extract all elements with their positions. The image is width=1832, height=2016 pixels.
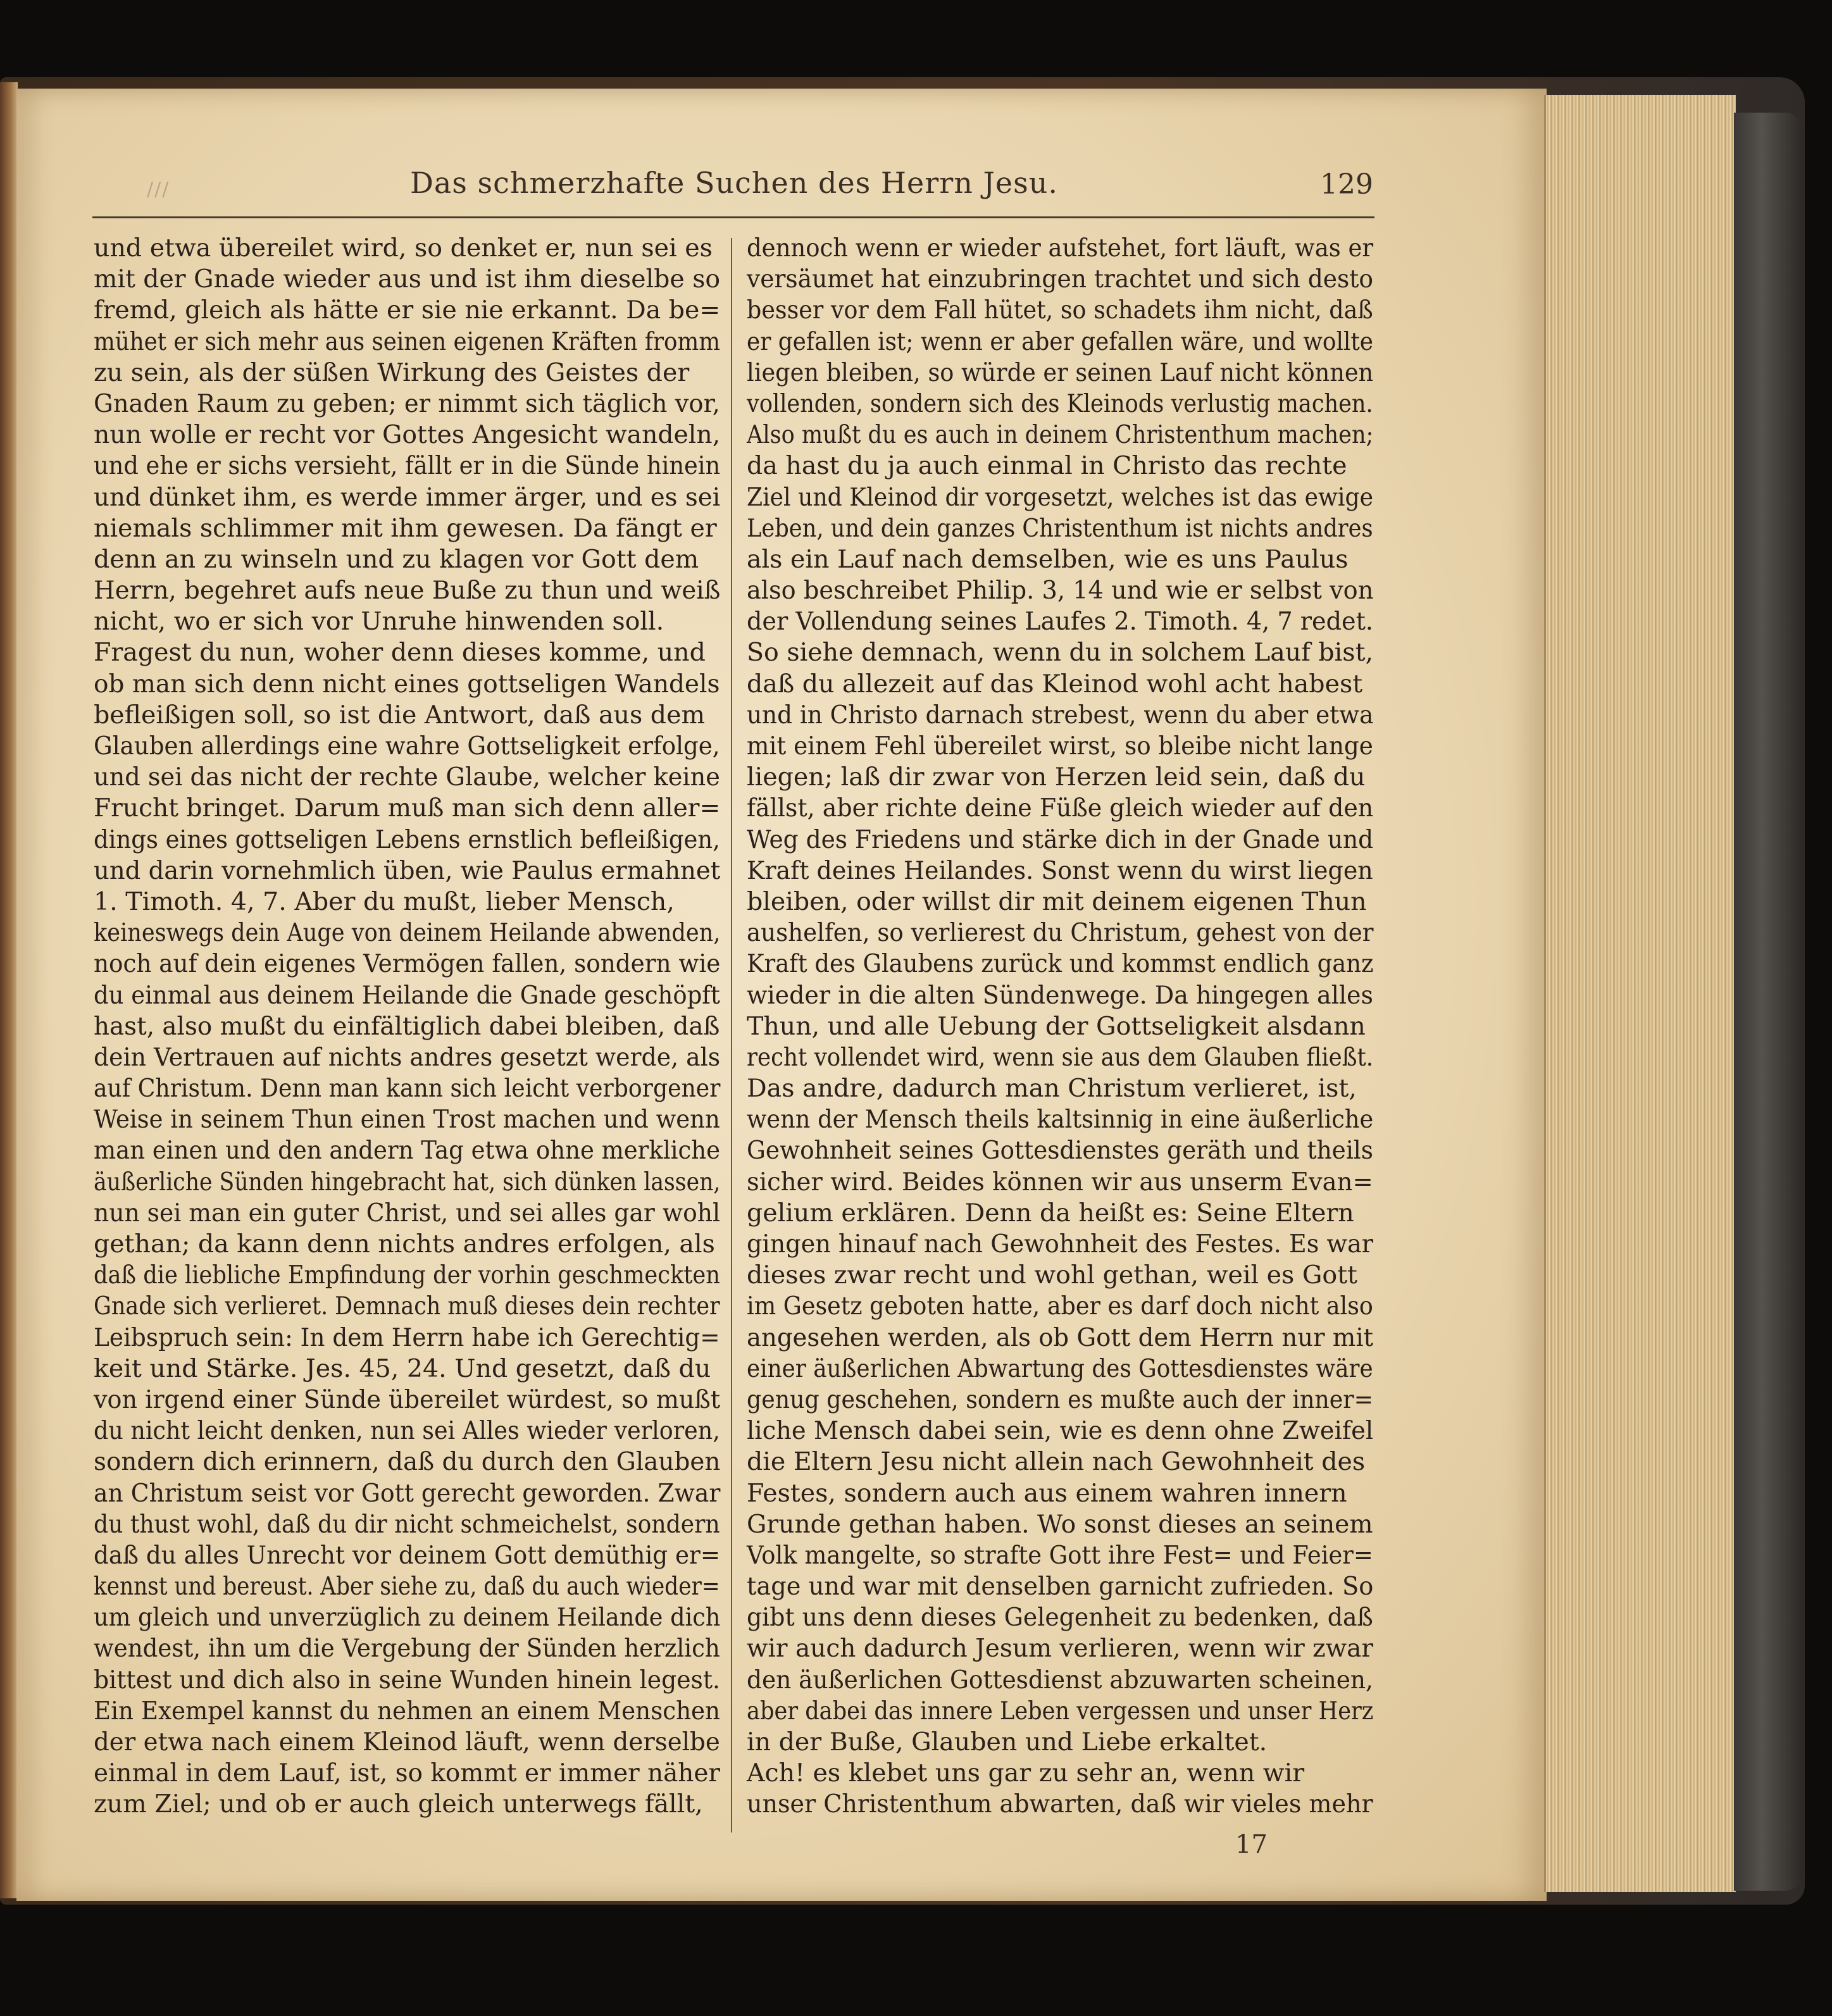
text-line: noch auf dein eigenes Vermögen fallen, sondern wie [94,949,721,979]
text-line: aushelfen, so verlierest du Christum, gehest von der [747,918,1374,948]
text-line: zu sein, als der süßen Wirkung des Geistes der [94,358,690,387]
text-line: und in Christo darnach strebest, wenn du aber etwa [747,700,1374,730]
text-line: gelium erklären. Denn da heißt es: Seine Eltern [747,1198,1354,1228]
text-line: die Eltern Jesu nicht allein nach Gewohnheit des [747,1447,1366,1477]
text-line: genug geschehen, sondern es mußte auch der inner= [747,1384,1373,1414]
text-line: zum Ziel; und ob er auch gleich unterwegs fällt, [94,1789,703,1819]
text-line: er gefallen ist; wenn er aber gefallen wäre, und wollte [747,327,1374,356]
text-line: und darin vornehmlich üben, wie Paulus ermahnet [94,856,721,885]
text-line: daß die liebliche Empfindung der vorhin geschmeckten [94,1260,720,1290]
text-line: also beschreibet Philip. 3, 14 und wie er selbst von [747,576,1374,606]
text-line: Thun, und alle Uebung der Gottseligkeit alsdann [747,1011,1366,1041]
column-divider [731,238,732,1832]
text-line: und etwa übereilet wird, so denket er, nun sei es [94,233,713,263]
text-line: Ach! es klebet uns gar zu sehr an, wenn wir [747,1758,1305,1788]
text-line: Gnade sich verlieret. Demnach muß dieses dein rechter [94,1291,720,1321]
text-line: um gleich und unverzüglich zu deinem Heilande dich [94,1603,721,1633]
text-line: da hast du ja auch einmal in Christo das rechte [747,451,1347,481]
text-line: Kraft des Glaubens zurück und kommst endlich ganz [747,949,1374,979]
text-line: gingen hinauf nach Gewohnheit des Festes. Es war [747,1229,1374,1259]
text-line: Leben, und dein ganzes Christenthum ist nichts andres [747,513,1373,543]
text-line: du einmal aus deinem Heilande die Gnade geschöpft [94,980,720,1010]
text-line: Grunde gethan haben. Wo sonst dieses an seinem [747,1509,1373,1539]
text-line: mit einem Fehl übereilet wirst, so bleibe nicht lange [747,731,1373,761]
text-line: liegen bleiben, so würde er seinen Lauf nicht können [747,358,1374,387]
text-line: und dünket ihm, es werde immer ärger, und es sei [94,482,721,512]
text-line: denn an zu winseln und zu klagen vor Gott dem [94,544,699,574]
text-line: im Gesetz geboten hatte, aber es darf doch nicht also [747,1291,1373,1321]
text-line: keineswegs dein Auge von deinem Heilande abwenden, [94,918,721,948]
text-line: Kraft deines Heilandes. Sonst wenn du wirst liegen [747,856,1373,885]
text-line: Ziel und Kleinod dir vorgesetzt, welches ist das ewige [747,482,1373,512]
text-line: dennoch wenn er wieder aufstehet, fort läuft, was er [747,233,1374,263]
text-line: niemals schlimmer mit ihm gewesen. Da fängt er [94,513,717,543]
text-line: mit der Gnade wieder aus und ist ihm dieselbe so [94,264,721,294]
right-text-column [747,233,1373,1820]
text-line: besser vor dem Fall hütet, so schadets ihm nicht, daß [747,296,1373,325]
text-line: nun sei man ein guter Christ, und sei alles gar wohl [94,1198,721,1228]
text-line: Weg des Friedens und stärke dich in der Gnade und [747,824,1374,854]
text-line: an Christum seist vor Gott gerecht geworden. Zwar [94,1478,721,1508]
text-line: liche Mensch dabei sein, wie es denn ohne Zweifel [747,1416,1374,1446]
text-line: wir auch dadurch Jesum verlieren, wenn wir zwar [747,1634,1374,1664]
text-line: fällst, aber richte deine Füße gleich wieder auf den [747,793,1374,823]
text-line: vollenden, sondern sich des Kleinods verlustig machen. [747,389,1373,418]
text-line: fremd, gleich als hätte er sie nie erkannt. Da be= [94,296,721,325]
page-number: 129 [1320,168,1373,201]
text-line: liegen; laß dir zwar von Herzen leid sein, daß du [747,762,1366,792]
text-line: nun wolle er recht vor Gottes Angesicht wandeln, [94,420,721,450]
text-line: als ein Lauf nach demselben, wie es uns Paulus [747,544,1349,574]
text-line: Glauben allerdings eine wahre Gottseligkeit erfolge, [94,731,720,761]
text-line: Frucht bringet. Darum muß man sich denn aller= [94,793,721,823]
text-line: 1. Timoth. 4, 7. Aber du mußt, lieber Mensch, [94,887,675,916]
text-line: einmal in dem Lauf, ist, so kommt er immer näher [94,1758,720,1788]
text-line: bittest und dich also in seine Wunden hinein legest. [94,1665,721,1695]
text-line: hast, also mußt du einfältiglich dabei bleiben, daß [94,1011,720,1041]
text-line: Fragest du nun, woher denn dieses komme, und [94,638,706,668]
text-line: Volk mangelte, so strafte Gott ihre Fest= und Feier= [747,1540,1373,1570]
text-line: kennst und bereust. Aber siehe zu, daß du auch wieder= [94,1572,720,1602]
text-line: sicher wird. Beides können wir aus unserm Evan= [747,1167,1373,1197]
text-line: daß du allezeit auf das Kleinod wohl acht habest [747,669,1363,699]
text-line: gibt uns denn dieses Gelegenheit zu bedenken, daß [747,1603,1373,1633]
text-line: dieses zwar recht und wohl gethan, weil es Gott [747,1260,1357,1290]
text-line: auf Christum. Denn man kann sich leicht verborgener [94,1074,721,1104]
page-block-edge [1544,95,1736,1892]
text-line: befleißigen soll, so ist die Antwort, daß aus dem [94,700,705,730]
left-page-edge [0,82,18,1898]
text-line: recht vollendet wird, wenn sie aus dem Glauben fließt. [747,1042,1374,1072]
text-line: tage und war mit denselben garnicht zufrieden. So [747,1572,1374,1602]
text-line: du nicht leicht denken, nun sei Alles wieder verloren, [94,1416,720,1446]
text-line: in der Buße, Glauben und Liebe erkaltet. [747,1727,1268,1757]
text-line: nicht, wo er sich vor Unruhe hinwenden soll. [94,607,664,637]
text-line: Ein Exempel kannst du nehmen an einem Menschen [94,1696,721,1726]
text-line: und ehe er sichs versieht, fällt er in die Sünde hinein [94,451,721,481]
text-line: wendest, ihn um die Vergebung der Sünden herzlich [94,1634,720,1664]
text-line: unser Christenthum abwarten, daß wir vieles mehr [747,1789,1373,1819]
header-rule [92,216,1374,218]
text-line: Leibspruch sein: In dem Herrn habe ich Gerechtig= [94,1322,720,1352]
text-line: keit und Stärke. Jes. 45, 24. Und gesetzt, daß du [94,1353,711,1383]
text-line: äußerliche Sünden hingebracht hat, sich dünken lassen, [94,1167,721,1197]
text-line: dings eines gottseligen Lebens ernstlich befleißigen, [94,824,720,854]
signature-mark: 17 [1235,1830,1268,1859]
cover-edge [1734,113,1804,1891]
text-line: bleiben, oder willst dir mit deinem eigenen Thun [747,887,1367,916]
text-line: angesehen werden, als ob Gott dem Herrn nur mit [747,1322,1374,1352]
text-line: mühet er sich mehr aus seinen eigenen Kräften fromm [94,327,721,356]
text-line: einer äußerlichen Abwartung des Gottesdienstes wäre [747,1353,1373,1383]
text-line: sondern dich erinnern, daß du durch den Glauben [94,1447,721,1477]
text-line: Herrn, begehret aufs neue Buße zu thun und weiß [94,576,721,606]
text-line: und sei das nicht der rechte Glaube, welcher keine [94,762,720,792]
page-header [95,166,1373,216]
text-line: du thust wohl, daß du dir nicht schmeichelst, sondern [94,1509,720,1539]
text-line: der etwa nach einem Kleinod läuft, wenn derselbe [94,1727,720,1757]
text-line: dein Vertrauen auf nichts andres gesetzt werde, als [94,1042,721,1072]
text-line: der Vollendung seines Laufes 2. Timoth. 4, 7 redet. [747,607,1374,637]
text-line: versäumet hat einzubringen trachtet und sich desto [747,264,1373,294]
text-line: den äußerlichen Gottesdienst abzuwarten scheinen, [747,1665,1373,1695]
text-line: So siehe demnach, wenn du in solchem Lauf bist, [747,638,1374,668]
text-line: Das andre, dadurch man Christum verlieret, ist, [747,1074,1357,1104]
text-line: man einen und den andern Tag etwa ohne merkliche [94,1136,721,1166]
text-line: Festes, sondern auch aus einem wahren innern [747,1478,1347,1508]
text-line: von irgend einer Sünde übereilet würdest, so mußt [94,1384,721,1414]
text-line: Weise in seinem Thun einen Trost machen und wenn [94,1105,720,1135]
text-line: Gnaden Raum zu geben; er nimmt sich täglich vor, [94,389,720,418]
text-line: wieder in die alten Sündenwege. Da hingegen alles [747,980,1373,1010]
text-line: wenn der Mensch theils kaltsinnig in eine äußerliche [747,1105,1374,1135]
text-line: Also mußt du es auch in deinem Christenthum machen; [747,420,1374,450]
text-line: aber dabei das innere Leben vergessen und unser Herz [747,1696,1374,1726]
text-line: gethan; da kann denn nichts andres erfolgen, als [94,1229,715,1259]
text-line: ob man sich denn nicht eines gottseligen Wandels [94,669,720,699]
running-title: Das schmerzhafte Suchen des Herrn Jesu. [410,166,1058,200]
text-line: Gewohnheit seines Gottesdienstes geräth und theils [747,1136,1373,1166]
margin-marks: /// [147,178,170,201]
left-text-column [94,233,720,1820]
text-line: daß du alles Unrecht vor deinem Gott demüthig er= [94,1540,721,1570]
